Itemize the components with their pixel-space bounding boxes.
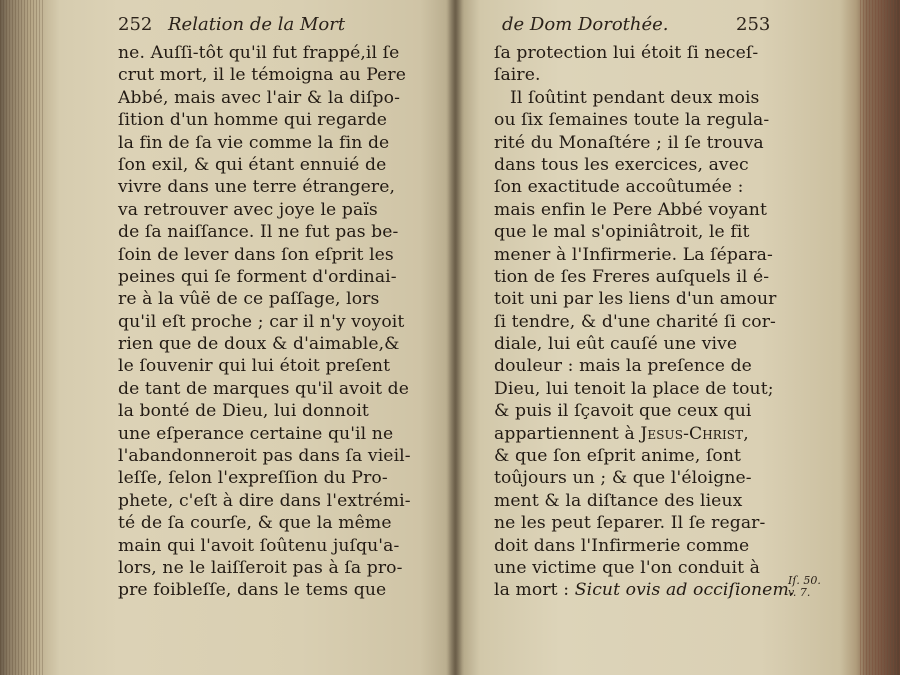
text-line-with-name	[494, 423, 794, 445]
right-page	[494, 14, 794, 602]
text-line: phete, c'eſt à dire dans l'extrémi-	[118, 490, 411, 511]
text-line: ſa protection lui étoit ſi neceſ-	[494, 43, 759, 63]
text-line: toit uni par les liens d'un amour	[494, 289, 777, 310]
text-line: ſi tendre, & d'une charité ſi cor-	[494, 311, 776, 332]
text-line: ment & la diſtance des lieux	[494, 490, 743, 511]
text-line: la fin de ſa vie comme la fin de	[118, 132, 390, 153]
text-line: va retrouver avec joye le païs	[118, 199, 378, 220]
margin-note-line: v. 7.	[788, 586, 811, 599]
text-line: re à la vûë de ce paſſage, lors	[118, 289, 380, 310]
text-line: de tant de marques qu'il avoit de	[118, 378, 410, 399]
text-line: doit dans l'Infirmerie comme	[494, 535, 750, 556]
right-page-text	[494, 42, 794, 602]
text-line: mais enfin le Pere Abbé voyant	[494, 199, 767, 220]
paragraph-start-line: Il ſoûtint pendant deux mois	[510, 87, 760, 108]
text-line: l'abandonneroit pas dans ſa vieil-	[118, 446, 411, 467]
text-line: & que ſon eſprit anime, ſont	[494, 446, 742, 467]
text-line: la bonté de Dieu, lui donnoit	[118, 401, 369, 422]
right-page-header	[494, 14, 794, 36]
text-line: pre foibleſſe, dans le tems que	[118, 580, 387, 601]
text-line: main qui l'avoit ſoûtenu juſqu'a-	[118, 535, 400, 556]
text-line: vivre dans une terre étrangere,	[118, 177, 396, 198]
text-line: douleur : mais la preſence de	[494, 356, 752, 377]
line-text: la mort :	[494, 580, 570, 601]
text-line: tion de ſes Freres auſquels il é-	[494, 266, 770, 287]
text-line: ſon exil, & qui étant ennuié de	[118, 154, 387, 175]
text-line: ne. Auſſi-tôt qu'il fut frappé,il ſe	[118, 43, 400, 63]
text-line: le ſouvenir qui lui étoit preſent	[118, 356, 391, 377]
text-line: dans tous les exercices, avec	[494, 154, 749, 175]
small-caps-name: Jesus-Christ,	[640, 423, 749, 444]
text-line: ſon exactitude accoûtumée :	[494, 177, 744, 198]
right-page-number: 253	[736, 14, 771, 35]
left-page	[118, 14, 418, 602]
line-text: appartiennent à	[494, 423, 635, 444]
text-line: mener à l'Infirmerie. La ſépara-	[494, 244, 773, 265]
text-line: leſſe, ſelon l'expreſſion du Pro-	[118, 468, 388, 489]
text-line: de ſa naiſſance. Il ne fut pas be-	[118, 222, 399, 243]
book-gutter	[446, 0, 464, 675]
latin-quote: Sicut ovis ad occiſionem.	[574, 580, 795, 601]
text-line: crut mort, il le témoigna au Pere	[118, 65, 407, 86]
text-line: Dieu, lui tenoit la place de tout;	[494, 378, 774, 399]
text-line: ſaire.	[494, 65, 541, 86]
margin-note-line: Iſ. 50.	[788, 574, 821, 587]
text-line: ſition d'un homme qui regarde	[118, 110, 388, 131]
margin-reference	[788, 575, 821, 599]
text-line: toûjours un ; & que l'éloigne-	[494, 468, 752, 489]
text-line: une eſperance certaine qu'il ne	[118, 423, 394, 444]
left-running-head: Relation de la Mort	[168, 14, 346, 35]
left-page-edges	[0, 0, 44, 675]
text-line: une victime que l'on conduit à	[494, 557, 760, 578]
right-running-head: de Dom Dorothée.	[502, 14, 669, 35]
text-line: & puis il ſçavoit que ceux qui	[494, 401, 752, 422]
text-line: té de ſa courſe, & que la même	[118, 513, 392, 534]
text-line-with-quote	[494, 579, 794, 601]
right-page-edges	[860, 0, 900, 675]
text-line: diale, lui eût cauſé une vive	[494, 334, 738, 355]
left-page-number: 252	[118, 14, 153, 35]
text-line: rité du Monaſtére ; il ſe trouva	[494, 132, 764, 153]
text-line: rien que de doux & d'aimable,&	[118, 334, 400, 355]
text-line: Abbé, mais avec l'air & la diſpo-	[118, 87, 400, 108]
left-page-text	[118, 42, 418, 602]
text-line: lors, ne le laiſſeroit pas à ſa pro-	[118, 557, 403, 578]
text-line: ne les peut ſeparer. Il ſe regar-	[494, 513, 766, 534]
text-line: peines qui ſe forment d'ordinai-	[118, 266, 397, 287]
text-line: ou ſix ſemaines toute la regula-	[494, 110, 770, 131]
text-line: ſoin de lever dans ſon eſprit les	[118, 244, 394, 265]
left-page-header	[118, 14, 418, 36]
text-line: que le mal s'opiniâtroit, le fit	[494, 222, 750, 243]
text-line: qu'il eſt proche ; car il n'y voyoit	[118, 311, 405, 332]
